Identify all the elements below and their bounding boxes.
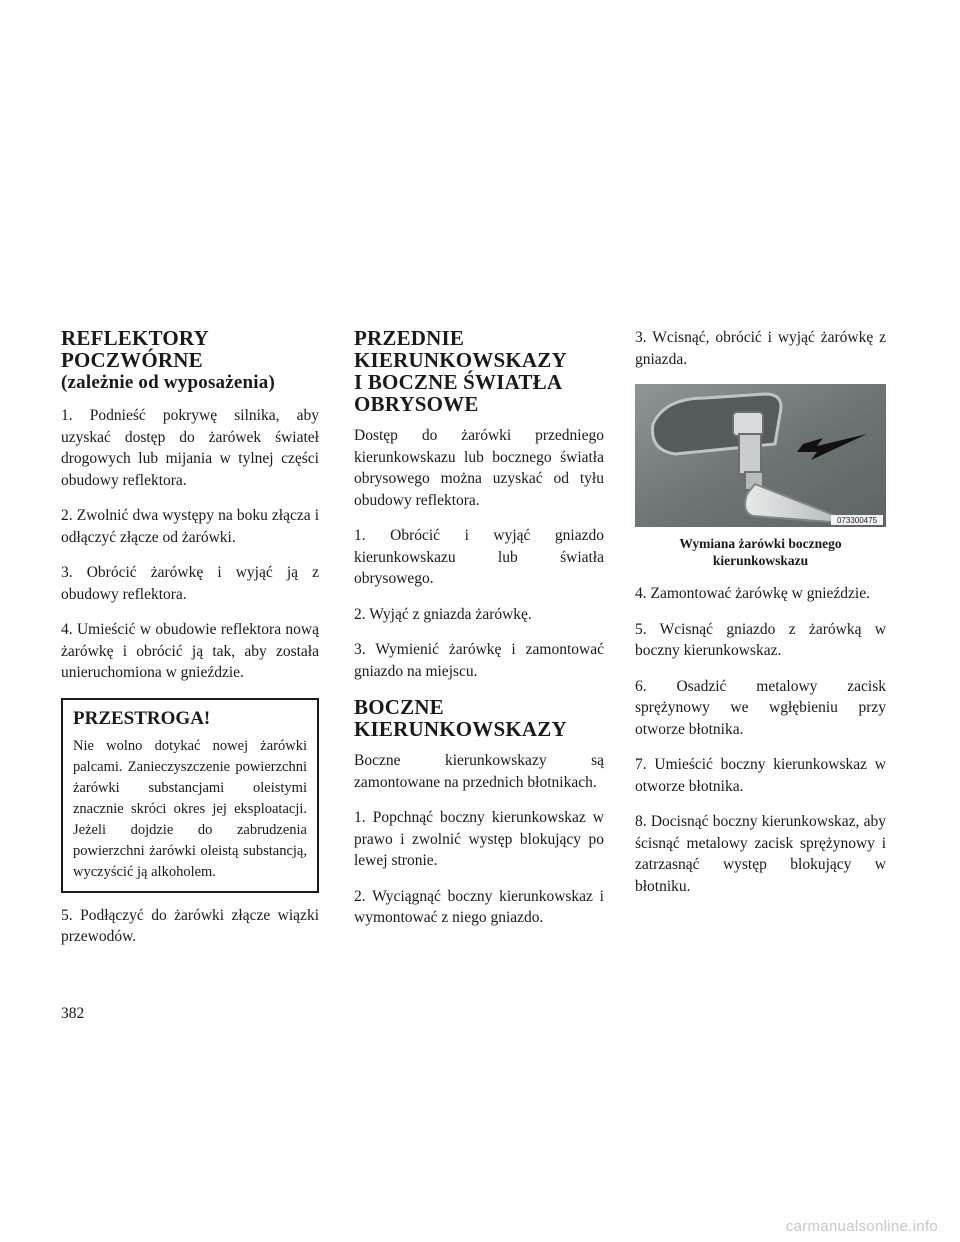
intro-paragraph: Boczne kierunkowskazy są zamontowane na przednich błotnikach. <box>354 752 604 791</box>
step-paragraph: 1. Popchnąć boczny kierunkowskaz w prawo i zwolnić występ blokujący po lewej stronie. <box>354 809 604 869</box>
step-paragraph: 4. Umieścić w obudowie reflektora nową żarówkę i obrócić ją tak, aby została unieruchomiona w gnieździe. <box>61 621 319 681</box>
step-paragraph: 2. Wyciągnąć boczny kierunkowskaz i wymontować z niego gniazdo. <box>354 887 604 926</box>
side-marker-photo <box>635 384 886 527</box>
figure-code: 073300475 <box>836 516 878 525</box>
column-right <box>635 327 886 911</box>
caution-title: PRZESTROGA! <box>73 707 211 729</box>
step-paragraph: 5. Podłączyć do żarówki złącze wiązki przewodów. <box>61 906 319 945</box>
heading-line: POCZWÓRNE <box>61 348 203 372</box>
step-paragraph: 4. Zamontować żarówkę w gnieździe. <box>635 585 870 602</box>
step-paragraph: 2. Wyjąć z gniazda żarówkę. <box>354 605 532 623</box>
step-paragraph: 2. Zwolnić dwa występy na boku złącza i odłączyć złącze od żarówki. <box>61 507 319 546</box>
heading-line: REFLEKTORY <box>61 326 209 350</box>
caution-text: Nie wolno dotykać nowej żarówki palcami. Zanieczyszczenie powierzchni żarówki substancjami oleistymi znacznie skróci okres jej eksploatacji. Jeżeli dojdzie do zabrudzenia powierzchni żarówki oleistą substancją, wyczyścić ją alkoholem. <box>73 737 307 880</box>
bulb-replacement-figure <box>635 384 886 527</box>
step-paragraph: 1. Obrócić i wyjąć gniazdo kierunkowskazu lub światła obrysowego. <box>354 527 604 587</box>
section-heading-side-turn-signals: BOCZNE KIERUNKOWSKAZY <box>354 695 567 741</box>
step-paragraph: 5. Wcisnąć gniazdo z żarówką w boczny kierunkowskaz. <box>635 620 886 659</box>
step-paragraph: 3. Wymienić żarówkę i zamontować gniazdo na miejscu. <box>354 641 604 680</box>
figure-caption: Wymiana żarówki bocznego kierunkowskazu <box>679 536 842 568</box>
step-paragraph: 3. Wcisnąć, obrócić i wyjąć żarówkę z gniazda. <box>635 329 886 368</box>
step-paragraph: 7. Umieścić boczny kierunkowskaz w otworze błotnika. <box>635 756 886 795</box>
heading-subtitle: (zależnie od wyposażenia) <box>61 372 275 393</box>
step-paragraph: 1. Podnieść pokrywę silnika, aby uzyskać dostęp do żarówek świateł drogowych lub mijania w tylnej części obudowy reflektora. <box>61 407 319 489</box>
watermark: carmanualsonline.info <box>785 1218 938 1235</box>
column-middle <box>354 327 604 943</box>
step-paragraph: 8. Docisnąć boczny kierunkowskaz, aby ścisnąć metalowy zacisk sprężynowy i zatrzasnąć występ blokujący w błotniku. <box>635 813 886 895</box>
intro-paragraph: Dostęp do żarówki przedniego kierunkowskazu lub bocznego światła obrysowego można uzyskać od tyłu obudowy reflektora. <box>354 427 604 509</box>
caution-box <box>61 698 319 893</box>
step-paragraph: 3. Obrócić żarówkę i wyjąć ją z obudowy reflektora. <box>61 564 319 603</box>
column-left <box>61 327 319 962</box>
step-paragraph: 6. Osadzić metalowy zacisk sprężynowy we wgłębieniu przy otworze błotnika. <box>635 677 886 738</box>
page-number: 382 <box>61 1005 85 1022</box>
section-heading-quad-headlamps <box>61 327 319 395</box>
section-heading-front-turn-signals: PRZEDNIE KIERUNKOWSKAZY I BOCZNE ŚWIATŁA OBRYSOWE <box>354 326 567 416</box>
